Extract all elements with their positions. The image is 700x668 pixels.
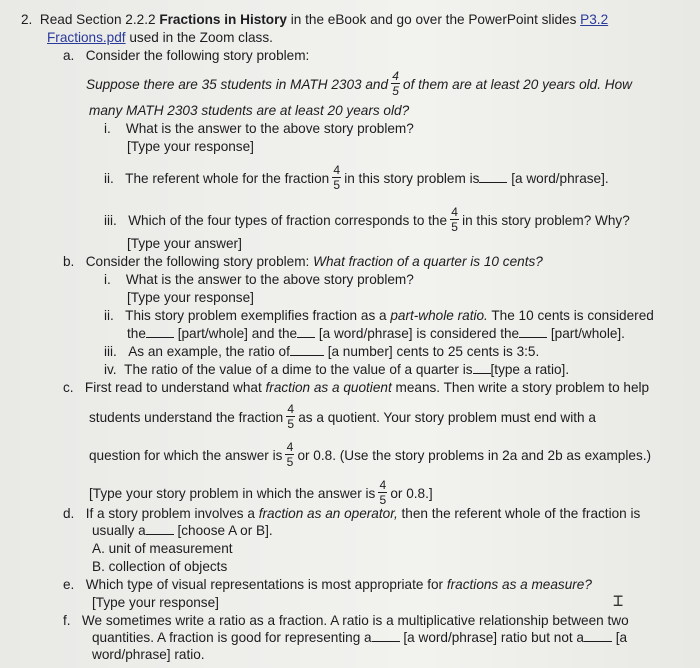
a-iii-question bbox=[104, 205, 630, 235]
part-b-label: b. bbox=[63, 254, 75, 269]
part-f-line-3 bbox=[92, 647, 205, 663]
response-placeholder[interactable]: [Type your answer] bbox=[127, 236, 242, 251]
option-a-text[interactable]: A. unit of measurement bbox=[92, 541, 233, 556]
a-ii-question bbox=[104, 163, 609, 193]
question-number: 2. bbox=[21, 12, 33, 27]
item-text-2: [type a ratio]. bbox=[490, 362, 570, 377]
item-text: students understand the fraction bbox=[89, 410, 284, 426]
a-iii-response[interactable] bbox=[127, 236, 242, 252]
b-i-response[interactable] bbox=[127, 290, 254, 306]
item-text: quantities. A fraction is good for representing a bbox=[92, 630, 372, 645]
item-text-italic: part-whole ratio. bbox=[390, 308, 488, 323]
question-2-line-2 bbox=[47, 30, 273, 46]
item-text: question for which the answer is bbox=[89, 448, 283, 464]
option-b-text[interactable]: B. collection of objects bbox=[92, 559, 228, 574]
item-text-2: in this story problem? Why? bbox=[462, 213, 630, 229]
part-f-line-2 bbox=[92, 630, 627, 646]
item-text: We sometimes write a ratio as a fraction. A ratio is a multiplicative relationship between two bbox=[81, 613, 629, 628]
item-label: i. bbox=[104, 121, 111, 136]
item-text-2: then the referent whole of the fraction is bbox=[397, 506, 641, 521]
story-text: What fraction of a quarter is 10 cents? bbox=[313, 254, 543, 269]
part-e-response[interactable] bbox=[92, 595, 219, 611]
item-text-2: or 0.8. (Use the story problems in 2a and 2b as examples.) bbox=[297, 448, 652, 464]
item-label: ii. bbox=[104, 308, 114, 323]
item-text-2: The 10 cents is considered bbox=[487, 308, 654, 323]
response-placeholder[interactable]: [Type your response] bbox=[127, 290, 254, 305]
b-iii-question bbox=[104, 344, 539, 360]
fraction-4-5: $\frac{4}{5}$ bbox=[286, 440, 294, 469]
part-f-label: f. bbox=[63, 613, 71, 628]
answer-blank[interactable] bbox=[372, 630, 400, 642]
story-text-3: many MATH 2303 students are at least 20 years old? bbox=[89, 103, 410, 118]
answer-blank[interactable] bbox=[479, 171, 507, 183]
slides-link-2[interactable]: Fractions.pdf bbox=[47, 30, 126, 45]
text-cursor-icon: ⌶ bbox=[613, 591, 624, 611]
response-placeholder-2[interactable]: or 0.8.] bbox=[390, 486, 433, 502]
item-label: iii. bbox=[104, 344, 117, 359]
item-label: i. bbox=[104, 272, 111, 287]
item-text-2: [a number] cents to 25 cents is 3:5. bbox=[327, 344, 540, 359]
item-label: ii. bbox=[104, 171, 114, 187]
a-i-response[interactable] bbox=[127, 139, 254, 155]
answer-blank[interactable] bbox=[146, 523, 174, 535]
response-placeholder[interactable]: [Type your response] bbox=[127, 139, 254, 154]
part-e-line-1 bbox=[63, 577, 592, 593]
story-text: Suppose there are 35 students in MATH 2303 and bbox=[86, 77, 389, 93]
item-text: usually a bbox=[92, 523, 146, 538]
story-problem-a-2 bbox=[89, 103, 409, 119]
part-c-line-3 bbox=[89, 440, 652, 470]
item-text: word/phrase] ratio. bbox=[92, 647, 205, 662]
item-text-2: as a quotient. Your story problem must end with a bbox=[298, 410, 596, 426]
question-2-line-1 bbox=[21, 12, 608, 28]
item-text: What is the answer to the above story problem? bbox=[125, 121, 414, 136]
part-b-text: Consider the following story problem: bbox=[85, 254, 314, 269]
b-i-question bbox=[104, 272, 414, 288]
item-text-2: [a word/phrase] ratio but not a bbox=[403, 630, 584, 645]
b-iv-question bbox=[104, 362, 569, 378]
part-c-label: c. bbox=[63, 380, 74, 395]
part-c-line-2 bbox=[89, 402, 596, 432]
part-c-line-1 bbox=[63, 380, 649, 396]
story-text-2: of them are at least 20 years old. How bbox=[403, 77, 632, 93]
q2-intro-text-3: used in the Zoom class. bbox=[125, 30, 273, 45]
part-d-label: d. bbox=[63, 506, 75, 521]
item-text: The referent whole for the fraction bbox=[125, 171, 330, 187]
q2-intro-text: Read Section 2.2.2 bbox=[39, 12, 160, 27]
part-c-response[interactable] bbox=[89, 478, 433, 508]
item-text: This story problem exemplifies fraction as a bbox=[125, 308, 391, 323]
item-text-2: [part/whole] and the bbox=[177, 326, 298, 341]
item-text: Which of the four types of fraction corresponds to the bbox=[128, 213, 448, 229]
part-a-text: Consider the following story problem: bbox=[85, 48, 310, 63]
answer-blank[interactable] bbox=[146, 326, 174, 338]
answer-blank[interactable] bbox=[584, 630, 612, 642]
answer-blank[interactable] bbox=[473, 362, 491, 374]
item-text-2: means. Then write a story problem to help bbox=[391, 380, 650, 395]
part-a-prompt bbox=[63, 48, 309, 64]
fraction-4-5: $\frac{4}{5}$ bbox=[451, 205, 458, 234]
item-text-italic: fractions as a measure? bbox=[446, 577, 592, 592]
part-d-line-2 bbox=[92, 523, 273, 539]
item-text-italic: fraction as a quotient bbox=[265, 380, 392, 395]
item-text-3: [a word/phrase] is considered the bbox=[318, 326, 520, 341]
fraction-4-5: $\frac{4}{5}$ bbox=[392, 69, 399, 98]
item-text: As an example, the ratio of bbox=[128, 344, 290, 359]
part-d-line-1 bbox=[63, 506, 640, 522]
item-text: the bbox=[127, 326, 146, 341]
item-label: iv. bbox=[104, 362, 117, 377]
item-text-2: [choose A or B]. bbox=[177, 523, 273, 538]
fraction-4-5: $\frac{4}{5}$ bbox=[333, 163, 341, 192]
item-text-4: [part/whole]. bbox=[550, 326, 625, 341]
b-ii-question bbox=[104, 308, 654, 324]
item-text: What is the answer to the above story problem? bbox=[125, 272, 414, 287]
option-b[interactable] bbox=[92, 559, 227, 575]
a-i-question bbox=[104, 121, 414, 137]
part-a-label: a. bbox=[63, 48, 75, 63]
answer-blank[interactable] bbox=[290, 344, 324, 356]
answer-blank[interactable] bbox=[297, 326, 315, 338]
item-text-2: in this story problem is bbox=[344, 171, 480, 187]
b-ii-line-2 bbox=[127, 326, 625, 342]
q2-intro-text-2: in the eBook and go over the PowerPoint slides bbox=[286, 12, 581, 27]
part-f-line-1 bbox=[63, 613, 629, 629]
item-text-3: [a bbox=[615, 630, 628, 645]
fraction-4-5: $\frac{4}{5}$ bbox=[379, 478, 387, 507]
part-e-label: e. bbox=[63, 577, 75, 592]
item-text-3: [a word/phrase]. bbox=[511, 171, 609, 187]
item-text: First read to understand what bbox=[84, 380, 266, 395]
fraction-4-5: $\frac{4}{5}$ bbox=[287, 402, 295, 431]
answer-blank[interactable] bbox=[519, 326, 547, 338]
slides-link[interactable]: P3.2 bbox=[580, 12, 609, 27]
response-placeholder[interactable]: [Type your response] bbox=[92, 595, 219, 610]
item-text: The ratio of the value of a dime to the value of a quarter is bbox=[124, 362, 473, 377]
story-problem-a-1 bbox=[86, 69, 632, 99]
section-title: Fractions in History bbox=[159, 12, 287, 27]
response-placeholder[interactable]: [Type your story problem in which the answer is bbox=[89, 486, 376, 502]
item-text-italic: fraction as an operator, bbox=[258, 506, 398, 521]
item-text: Which type of visual representations is most appropriate for bbox=[85, 577, 447, 592]
part-b-prompt bbox=[63, 254, 543, 270]
option-a[interactable] bbox=[92, 541, 233, 557]
item-text: If a story problem involves a bbox=[85, 506, 259, 521]
item-label: iii. bbox=[104, 213, 117, 229]
